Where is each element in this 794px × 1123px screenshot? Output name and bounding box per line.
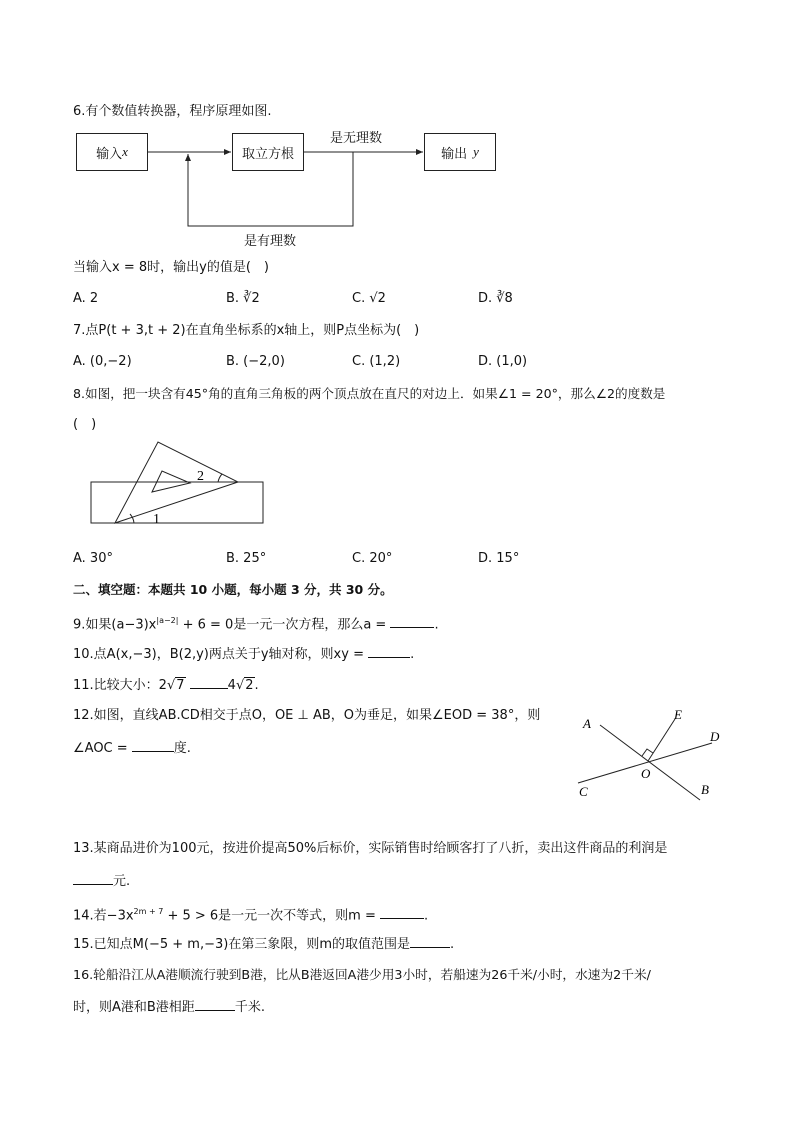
q14-suffix: + 5 > 6是一元一次不等式，则m = xyxy=(163,908,380,924)
q8-option-a: A. 30° xyxy=(73,551,113,566)
q15-text: 15.已知点M(−5 + m,−3)在第三象限，则m的取值范围是 xyxy=(73,937,410,952)
q10-text: 10.点A(x,−3)，B(2,y)两点关于y轴对称，则xy = xyxy=(73,647,369,662)
q7-option-d: D. (1,0) xyxy=(478,354,528,369)
flow-label-rational: 是有理数 xyxy=(244,234,297,249)
angle-1-label: 1 xyxy=(153,512,160,527)
q15-line xyxy=(73,935,454,953)
q6-option-c: C. √2 xyxy=(352,291,386,306)
q8-stem-line1: 8.如图，把一块含有45°角的直角三角板的两个顶点放在直尺的对边上．如果∠1 = 20°，那么∠2的度数是 xyxy=(73,386,666,401)
q14-end: . xyxy=(424,908,429,924)
flow-input-label: 输入 xyxy=(96,146,123,162)
q16-line1: 16.轮船沿江从A港顺流行驶到B港，比从B港返回A港少用3小时，若船速为26千米/小时，水速为2千米/ xyxy=(73,967,651,982)
q8-option-c: C. 20° xyxy=(352,551,393,566)
q11-prefix: 11.比较大小：2 xyxy=(73,678,167,693)
ray-OE xyxy=(648,719,675,761)
label-A: A xyxy=(583,716,591,731)
q12-line2-suffix: 度. xyxy=(173,741,191,756)
flow-box-cube-root: 取立方根 xyxy=(232,133,304,171)
q15-end: . xyxy=(449,937,455,952)
q13-line2-suffix: 元. xyxy=(113,874,131,889)
q8-stem-line2: ( ) xyxy=(73,417,97,432)
flow-output-var: y xyxy=(473,144,479,159)
flow-input-var: x xyxy=(122,144,128,159)
label-B: B xyxy=(701,782,709,797)
label-D: D xyxy=(710,729,720,744)
q7-option-b: B. (−2,0) xyxy=(226,354,285,369)
q13-line2 xyxy=(73,872,130,890)
q11-end: . xyxy=(254,678,259,693)
q9-exponent: |a−2| xyxy=(156,616,179,625)
q6-question: 当输入x = 8时，输出y的值是( ) xyxy=(73,260,269,275)
q7-stem: 7.点P(t + 3,t + 2)在直角坐标系的x轴上，则P点坐标为( ) xyxy=(73,323,420,338)
flow-label-irrational: 是无理数 xyxy=(330,131,383,146)
q6-option-a: A. 2 xyxy=(73,291,99,306)
label-C: C xyxy=(579,784,588,799)
q9-end: . xyxy=(434,617,439,633)
label-E: E xyxy=(674,707,682,722)
q14-answer-blank[interactable] xyxy=(380,906,424,919)
flow-output-label: 输出 xyxy=(441,146,468,162)
line-AB xyxy=(600,725,700,800)
q16-line2 xyxy=(73,998,265,1016)
q8-option-d: D. 15° xyxy=(478,551,520,566)
q9-prefix: 9.如果(a−3)x xyxy=(73,617,157,633)
q13-answer-blank[interactable] xyxy=(73,872,113,885)
label-O: O xyxy=(641,766,651,781)
q11-mid: 4 xyxy=(227,678,236,693)
q11-sqrt-7: √7 xyxy=(166,678,185,693)
q13-line1: 13.某商品进价为100元，按进价提高50%后标价，实际销售时给顾客打了八折，卖出这件商品的利润是 xyxy=(73,841,668,856)
q16-line2-prefix: 时，则A港和B港相距 xyxy=(73,1000,195,1015)
q9-suffix: + 6 = 0是一元一次方程，那么a = xyxy=(178,617,391,633)
q12-line1: 12.如图，直线AB.CD相交于点O，OE ⊥ AB，O为垂足，如果∠EOD = 38°，则 xyxy=(73,708,541,723)
q6-option-b: B. ∛2 xyxy=(226,291,260,306)
q12-line2-prefix: ∠AOC = xyxy=(73,741,132,756)
section2-heading: 二、填空题：本题共 10 小题，每小题 3 分，共 30 分。 xyxy=(73,582,393,597)
angle-2-label: 2 xyxy=(197,469,204,484)
q14-prefix: 14.若−3x xyxy=(73,908,134,924)
q8-option-b: B. 25° xyxy=(226,551,267,566)
q16-line2-suffix: 千米. xyxy=(234,1000,265,1015)
q11-sqrt-2: √2 xyxy=(235,678,254,693)
q7-option-c: C. (1,2) xyxy=(352,354,401,369)
q14-line xyxy=(73,904,428,924)
q6-stem: 6.有个数值转换器，程序原理如图. xyxy=(73,104,272,119)
q7-option-a: A. (0,−2) xyxy=(73,354,132,369)
q6-option-d: D. ∛8 xyxy=(478,291,513,306)
q14-exponent: 2m + 7 xyxy=(133,907,164,916)
q16-answer-blank[interactable] xyxy=(195,998,235,1011)
q15-answer-blank[interactable] xyxy=(410,935,450,948)
q10-end: . xyxy=(410,647,415,662)
